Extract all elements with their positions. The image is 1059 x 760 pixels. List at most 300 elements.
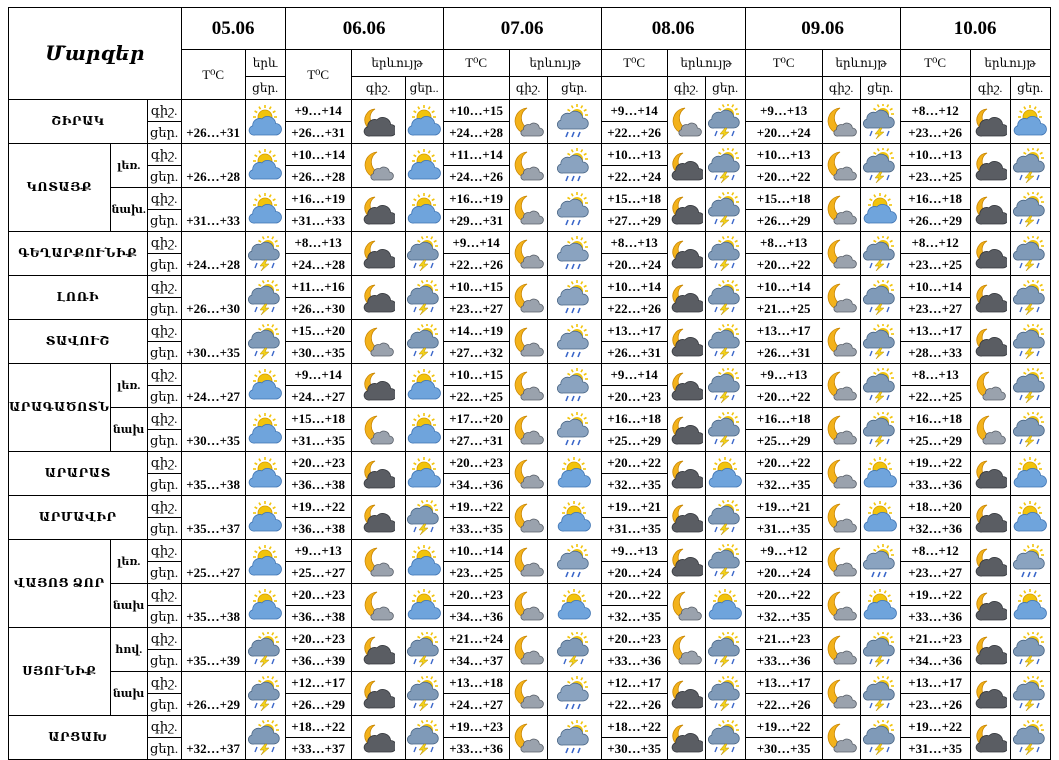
temp-night: +13…+17: [601, 320, 667, 342]
temp-day: +20…+24: [601, 254, 667, 276]
moon-icon: [509, 144, 547, 188]
temp-05-day: +30…+35: [181, 320, 245, 364]
temp-day: +27…+31: [443, 430, 509, 452]
moon-icon: [351, 408, 405, 452]
moon-cloud-icon: [970, 144, 1010, 188]
temp-day: +34…+36: [900, 650, 970, 672]
sun-storm-icon: [1010, 276, 1050, 320]
sun-cloud-icon: [245, 364, 285, 408]
sun-storm-icon: [245, 232, 285, 276]
temp-night: +9…+13: [745, 364, 822, 386]
table-row: [9, 364, 1051, 386]
moon-icon: [822, 232, 860, 276]
temp-night: +10…+13: [900, 144, 970, 166]
moon-icon: [822, 672, 860, 716]
sun-storm-icon: [405, 672, 443, 716]
phenomenon-header: երևույթ: [351, 50, 443, 77]
temp-05-day: +35…+37: [181, 496, 245, 540]
sun-cloud-icon: [860, 584, 900, 628]
sun-cloud-icon: [405, 452, 443, 496]
date-header-09: 09.06: [745, 8, 900, 50]
temp-night: +19…+23: [443, 716, 509, 738]
day-label: ցեր.: [147, 430, 181, 452]
sun-storm-icon: [1010, 188, 1050, 232]
temp-day: +22…+26: [601, 122, 667, 144]
moon-icon: [509, 672, 547, 716]
moon-icon: [822, 584, 860, 628]
temp-night: +20…+22: [745, 584, 822, 606]
night-label: գիշ.: [147, 188, 181, 210]
night-subheader: գիշ.: [667, 77, 705, 100]
moon-icon: [667, 100, 705, 144]
moon-cloud-icon: [970, 100, 1010, 144]
temp-night: +10…+13: [601, 144, 667, 166]
day-subheader: ցեր.: [705, 77, 745, 100]
sun-cloud-icon: [547, 496, 601, 540]
temp-day: +26…+29: [285, 694, 351, 716]
temp-night: +19…+22: [443, 496, 509, 518]
temp-night: +20…+23: [285, 584, 351, 606]
temp-day: +33…+35: [443, 518, 509, 540]
temp-night: +13…+17: [745, 672, 822, 694]
temp-05-day: +35…+39: [181, 628, 245, 672]
phenomenon-header: երև: [245, 50, 285, 77]
tc-header: T⁰C: [443, 50, 509, 77]
moon-cloud-icon: [970, 540, 1010, 584]
moon-cloud-icon: [970, 672, 1010, 716]
sun-rain-icon: [547, 188, 601, 232]
sun-cloud-icon: [245, 540, 285, 584]
moon-cloud-icon: [351, 496, 405, 540]
sun-storm-icon: [860, 320, 900, 364]
temp-day: +25…+29: [745, 430, 822, 452]
temp-night: +12…+17: [601, 672, 667, 694]
temp-day: +24…+28: [443, 122, 509, 144]
table-row: [9, 144, 1051, 166]
temp-day: +33…+37: [285, 738, 351, 760]
moon-cloud-icon: [351, 188, 405, 232]
sun-rain-icon: [547, 408, 601, 452]
temp-night: +10…+14: [900, 276, 970, 298]
temp-night: +19…+22: [900, 716, 970, 738]
temp-day: +20…+22: [745, 254, 822, 276]
temp-day: +32…+35: [745, 474, 822, 496]
subregion-name: հով.: [110, 628, 147, 672]
temp-night: +19…+22: [285, 496, 351, 518]
temp-05-day: +24…+28: [181, 232, 245, 276]
empty-subheader: [900, 77, 970, 100]
moon-icon: [822, 408, 860, 452]
table-row: [9, 276, 1051, 298]
sun-storm-icon: [1010, 144, 1050, 188]
day-label: ցեր.: [147, 518, 181, 540]
moon-cloud-icon: [667, 188, 705, 232]
sun-cloud-icon: [245, 188, 285, 232]
forecast-table: [8, 7, 1051, 760]
sun-cloud-icon: [405, 188, 443, 232]
temp-night: +14…+19: [443, 320, 509, 342]
temp-night: +21…+23: [745, 628, 822, 650]
temp-night: +19…+22: [900, 584, 970, 606]
moon-icon: [822, 276, 860, 320]
temp-day: +25…+27: [285, 562, 351, 584]
temp-night: +19…+21: [601, 496, 667, 518]
day-label: ցեր.: [147, 166, 181, 188]
sun-storm-icon: [705, 144, 745, 188]
sun-cloud-icon: [245, 144, 285, 188]
day-label: ցեր.: [147, 210, 181, 232]
temp-day: +21…+25: [745, 298, 822, 320]
temp-day: +25…+29: [900, 430, 970, 452]
temp-night: +16…+19: [285, 188, 351, 210]
temp-night: +19…+22: [900, 452, 970, 474]
sun-storm-icon: [860, 364, 900, 408]
sun-storm-icon: [705, 320, 745, 364]
day-subheader: ցեր.: [245, 77, 285, 100]
sun-cloud-icon: [705, 452, 745, 496]
sun-storm-icon: [705, 716, 745, 760]
sun-storm-icon: [860, 144, 900, 188]
temp-05-day: +30…+35: [181, 408, 245, 452]
night-label: գիշ.: [147, 408, 181, 430]
sun-storm-icon: [705, 672, 745, 716]
temp-night: +9…+14: [285, 364, 351, 386]
sun-rain-icon: [547, 672, 601, 716]
temp-05-day: +26…+31: [181, 100, 245, 144]
date-header-07: 07.06: [443, 8, 601, 50]
moon-icon: [509, 100, 547, 144]
sun-storm-icon: [245, 672, 285, 716]
sun-cloud-icon: [245, 408, 285, 452]
temp-day: +33…+36: [443, 738, 509, 760]
temp-night: +20…+23: [285, 628, 351, 650]
temp-day: +23…+27: [900, 562, 970, 584]
night-label: գիշ.: [147, 364, 181, 386]
temp-night: +13…+18: [443, 672, 509, 694]
sun-rain-icon: [547, 276, 601, 320]
table-row: [9, 540, 1051, 562]
moon-icon: [970, 408, 1010, 452]
temp-night: +15…+20: [285, 320, 351, 342]
sun-storm-icon: [1010, 716, 1050, 760]
table-row: [9, 188, 1051, 210]
sun-storm-icon: [405, 276, 443, 320]
sun-rain-icon: [547, 232, 601, 276]
region-name: ԱՐՑԱԽ: [9, 716, 148, 760]
moon-cloud-icon: [351, 452, 405, 496]
temp-day: +26…+31: [601, 342, 667, 364]
sun-storm-icon: [860, 276, 900, 320]
temp-day: +26…+30: [285, 298, 351, 320]
temp-night: +9…+13: [285, 540, 351, 562]
night-label: գիշ.: [147, 452, 181, 474]
phenomenon-header: երևույթ: [822, 50, 900, 77]
temp-day: +23…+26: [900, 122, 970, 144]
temp-night: +15…+18: [601, 188, 667, 210]
sun-cloud-icon: [405, 584, 443, 628]
moon-icon: [822, 144, 860, 188]
temp-day: +32…+35: [601, 474, 667, 496]
day-subheader: ցեր.: [1010, 77, 1050, 100]
moon-icon: [509, 232, 547, 276]
sun-storm-icon: [405, 320, 443, 364]
sun-storm-icon: [860, 100, 900, 144]
region-name: ԼՈՌԻ: [9, 276, 148, 320]
temp-night: +20…+22: [601, 584, 667, 606]
moon-cloud-icon: [351, 364, 405, 408]
tc-header: T⁰C: [181, 50, 245, 100]
moon-icon: [509, 276, 547, 320]
temp-day: +20…+24: [745, 122, 822, 144]
temp-day: +31…+35: [745, 518, 822, 540]
region-name: ՎԱՅՈՑ ՁՈՐ: [9, 540, 111, 628]
temp-day: +31…+35: [601, 518, 667, 540]
moon-cloud-icon: [970, 716, 1010, 760]
temp-day: +29…+31: [443, 210, 509, 232]
temp-day: +20…+22: [745, 386, 822, 408]
temp-day: +20…+24: [745, 562, 822, 584]
sun-cloud-icon: [405, 540, 443, 584]
temp-05-day: +26…+29: [181, 672, 245, 716]
moon-icon: [822, 628, 860, 672]
sun-storm-icon: [705, 276, 745, 320]
temp-day: +20…+23: [601, 386, 667, 408]
temp-night: +16…+18: [900, 408, 970, 430]
sun-storm-icon: [860, 232, 900, 276]
moon-cloud-icon: [667, 232, 705, 276]
night-label: գիշ.: [147, 276, 181, 298]
moon-cloud-icon: [351, 716, 405, 760]
moon-cloud-icon: [970, 276, 1010, 320]
moon-icon: [822, 496, 860, 540]
temp-day: +26…+28: [285, 166, 351, 188]
table-row: [9, 716, 1051, 738]
phenomenon-header: երևույթ: [509, 50, 601, 77]
subregion-name: լեռ.: [110, 144, 147, 188]
temp-day: +33…+36: [745, 650, 822, 672]
temp-night: +16…+18: [900, 188, 970, 210]
subregion-name: նախ: [110, 408, 147, 452]
empty-subheader: [745, 77, 822, 100]
day-label: ցեր.: [147, 254, 181, 276]
moon-cloud-icon: [351, 672, 405, 716]
sun-storm-icon: [860, 628, 900, 672]
temp-night: +10…+15: [443, 100, 509, 122]
temp-day: +22…+24: [601, 166, 667, 188]
temp-day: +23…+25: [900, 166, 970, 188]
temp-day: +32…+36: [900, 518, 970, 540]
temp-day: +22…+25: [443, 386, 509, 408]
region-name: ԱՐԱՐԱՏ: [9, 452, 148, 496]
temp-day: +23…+26: [900, 694, 970, 716]
sun-storm-icon: [705, 540, 745, 584]
sun-storm-icon: [1010, 408, 1050, 452]
moon-cloud-icon: [970, 320, 1010, 364]
region-name: ՇԻՐԱԿ: [9, 100, 148, 144]
moon-icon: [509, 584, 547, 628]
moon-icon: [822, 100, 860, 144]
temp-day: +30…+35: [745, 738, 822, 760]
temp-day: +24…+28: [285, 254, 351, 276]
temp-night: +20…+23: [443, 452, 509, 474]
temp-day: +34…+36: [443, 606, 509, 628]
day-label: ցեր.: [147, 122, 181, 144]
temp-day: +23…+27: [900, 298, 970, 320]
day-subheader: ցեր.: [547, 77, 601, 100]
temp-night: +10…+14: [443, 540, 509, 562]
night-label: գիշ.: [147, 320, 181, 342]
day-label: ցեր.: [147, 562, 181, 584]
sun-storm-icon: [705, 364, 745, 408]
moon-cloud-icon: [970, 496, 1010, 540]
temp-day: +30…+35: [285, 342, 351, 364]
temp-night: +16…+18: [601, 408, 667, 430]
temp-05-day: +26…+28: [181, 144, 245, 188]
date-header-08: 08.06: [601, 8, 745, 50]
moon-icon: [509, 540, 547, 584]
sun-storm-icon: [860, 408, 900, 452]
temp-night: +19…+21: [745, 496, 822, 518]
moon-cloud-icon: [970, 452, 1010, 496]
temp-night: +8…+12: [900, 540, 970, 562]
moon-icon: [822, 540, 860, 584]
night-label: գիշ.: [147, 716, 181, 738]
table-row: [9, 232, 1051, 254]
tc-header: T⁰C: [900, 50, 970, 77]
tc-header: T⁰C: [745, 50, 822, 77]
temp-day: +33…+36: [900, 606, 970, 628]
sun-rain-icon: [547, 540, 601, 584]
sun-cloud-icon: [245, 100, 285, 144]
temp-day: +22…+26: [601, 694, 667, 716]
moon-icon: [509, 496, 547, 540]
table-row: [9, 672, 1051, 694]
table-row: [9, 452, 1051, 474]
subregion-name: լեռ.: [110, 540, 147, 584]
sun-cloud-icon: [1010, 100, 1050, 144]
night-label: գիշ.: [147, 672, 181, 694]
night-subheader: գիշ.: [970, 77, 1010, 100]
temp-day: +31…+33: [285, 210, 351, 232]
day-subheader: ցեր.: [860, 77, 900, 100]
moon-cloud-icon: [351, 100, 405, 144]
subregion-name: լեռ.: [110, 364, 147, 408]
sun-storm-icon: [547, 628, 601, 672]
moon-icon: [822, 188, 860, 232]
moon-cloud-icon: [667, 496, 705, 540]
temp-day: +22…+26: [601, 298, 667, 320]
sun-storm-icon: [405, 716, 443, 760]
temp-night: +9…+12: [745, 540, 822, 562]
moon-icon: [351, 320, 405, 364]
table-row: [9, 320, 1051, 342]
sun-storm-icon: [705, 496, 745, 540]
tc-header: T⁰C: [285, 50, 351, 100]
table-row: [9, 496, 1051, 518]
subregion-name: նախ: [110, 584, 147, 628]
temp-night: +17…+20: [443, 408, 509, 430]
sun-rain-icon: [547, 100, 601, 144]
moon-cloud-icon: [667, 276, 705, 320]
moon-icon: [509, 716, 547, 760]
temp-night: +20…+23: [285, 452, 351, 474]
sun-storm-icon: [705, 628, 745, 672]
sun-rain-icon: [547, 364, 601, 408]
sun-cloud-icon: [245, 452, 285, 496]
sun-storm-icon: [1010, 232, 1050, 276]
day-subheader: ցեր..: [405, 77, 443, 100]
moon-icon: [509, 364, 547, 408]
temp-night: +10…+14: [601, 276, 667, 298]
temp-night: +9…+14: [601, 364, 667, 386]
moon-cloud-icon: [970, 188, 1010, 232]
moon-icon: [970, 364, 1010, 408]
day-label: ցեր.: [147, 298, 181, 320]
moon-cloud-icon: [351, 628, 405, 672]
temp-night: +19…+22: [745, 716, 822, 738]
temp-night: +9…+13: [745, 100, 822, 122]
temp-day: +34…+37: [443, 650, 509, 672]
temp-day: +33…+36: [601, 650, 667, 672]
region-name: ՏԱՎՈՒՇ: [9, 320, 148, 364]
table-row: [9, 408, 1051, 430]
sun-storm-icon: [860, 672, 900, 716]
temp-day: +27…+29: [601, 210, 667, 232]
temp-night: +21…+23: [900, 628, 970, 650]
region-name: ՍՅՈՒՆԻՔ: [9, 628, 111, 716]
temp-day: +31…+35: [900, 738, 970, 760]
sun-cloud-icon: [860, 188, 900, 232]
temp-day: +22…+26: [745, 694, 822, 716]
moon-cloud-icon: [667, 716, 705, 760]
temp-day: +23…+25: [900, 254, 970, 276]
moon-icon: [822, 452, 860, 496]
temp-day: +36…+38: [285, 474, 351, 496]
moon-cloud-icon: [667, 408, 705, 452]
temp-day: +33…+36: [900, 474, 970, 496]
moon-icon: [509, 628, 547, 672]
night-label: գիշ.: [147, 232, 181, 254]
temp-05-day: +31…+33: [181, 188, 245, 232]
temp-night: +8…+13: [745, 232, 822, 254]
moon-icon: [509, 408, 547, 452]
temp-day: +31…+35: [285, 430, 351, 452]
region-name: ԳԵՂԱՐՔՈՒՆԻՔ: [9, 232, 148, 276]
temp-night: +12…+17: [285, 672, 351, 694]
sun-cloud-icon: [245, 496, 285, 540]
sun-cloud-icon: [245, 584, 285, 628]
moon-cloud-icon: [970, 232, 1010, 276]
temp-night: +18…+20: [900, 496, 970, 518]
night-subheader: գիշ.: [351, 77, 405, 100]
temp-night: +15…+18: [285, 408, 351, 430]
temp-day: +36…+38: [285, 606, 351, 628]
tc-header: T⁰C: [601, 50, 667, 77]
temp-night: +10…+15: [443, 276, 509, 298]
moon-cloud-icon: [970, 584, 1010, 628]
temp-night: +9…+13: [601, 540, 667, 562]
moon-cloud-icon: [667, 144, 705, 188]
sun-cloud-icon: [547, 584, 601, 628]
temp-night: +18…+22: [285, 716, 351, 738]
forecast-table-wrapper: [8, 7, 1051, 760]
temp-night: +21…+24: [443, 628, 509, 650]
temp-night: +13…+17: [745, 320, 822, 342]
night-label: գիշ.: [147, 144, 181, 166]
moon-icon: [822, 320, 860, 364]
temp-day: +24…+26: [443, 166, 509, 188]
sun-storm-icon: [245, 320, 285, 364]
